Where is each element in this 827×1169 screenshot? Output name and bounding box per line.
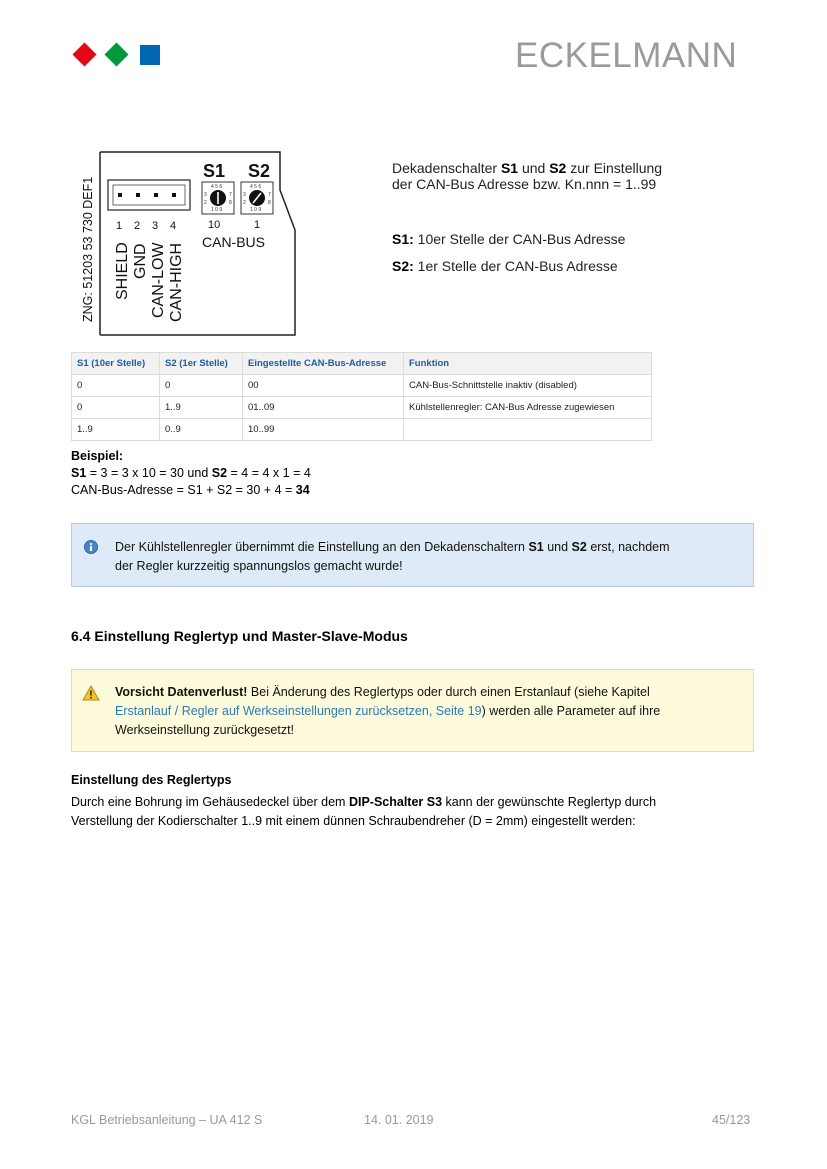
footer-date: 14. 01. 2019 [364, 1113, 434, 1127]
terminal-label: SHIELD [114, 242, 131, 300]
warning-text: Vorsicht Datenverlust! Bei Änderung des Reglertyps oder durch einen Erstanlauf (siehe Kapitel Erstanlauf / Regler auf Werkseinstellungen zurücksetzen, Seite 19) werden alle Parameter auf ihre Werkseinstellung zurückgesetzt! [115, 685, 661, 737]
connector-pin [154, 193, 158, 197]
info-text: Der Kühlstellenregler übernimmt die Einstellung an den Dekadenschaltern S1 und S2 erst, nachdem der Regler kurzzeitig spannungslos gemacht wurde! [115, 540, 670, 573]
table-cell: 0 [72, 375, 160, 397]
s1-description: S1: 10er Stelle der CAN-Bus Adresse [392, 231, 626, 247]
table-cell: 10..99 [243, 419, 404, 441]
svg-text:1 0 9: 1 0 9 [250, 207, 262, 213]
drawing-number: ZNG: 51203 53 730 DEF1 [81, 176, 95, 322]
brand-name: ECKELMANN [515, 36, 738, 75]
description-line-2: der CAN-Bus Adresse bzw. Kn.nnn = 1..99 [392, 176, 657, 192]
pin-number: 4 [170, 220, 177, 232]
table-header-cell: Eingestellte CAN-Bus-Adresse [243, 353, 404, 375]
subsection-paragraph: Durch eine Bohrung im Gehäusedeckel über dem DIP-Schalter S3 kann der gewünschte Reglertyp durch Verstellung der Kodierschalter 1..9 mit einem dünnen Schraubendreher (D = 2mm) eingestellt werden: [71, 795, 657, 828]
pin-number: 1 [116, 220, 123, 232]
svg-text:1 0 9: 1 0 9 [211, 207, 223, 213]
table-header-cell: S1 (10er Stelle) [72, 353, 160, 375]
table-header-cell: S2 (1er Stelle) [160, 353, 243, 375]
section-heading: 6.4 Einstellung Reglertyp und Master-Slave-Modus [71, 628, 408, 644]
connector-pin [136, 193, 140, 197]
svg-text:3: 3 [204, 192, 207, 198]
example-line-2: CAN-Bus-Adresse = S1 + S2 = 30 + 4 = 34 [71, 483, 310, 497]
svg-text:8: 8 [229, 200, 232, 206]
terminal-label: GND [132, 243, 149, 279]
pin-number: 3 [152, 220, 159, 232]
decade-switch-s2 [241, 182, 273, 214]
table-cell: 1..9 [160, 397, 243, 419]
subsection-heading: Einstellung des Reglertyps [71, 773, 232, 787]
table-row [72, 397, 652, 419]
table-cell: Kühlstellenregler: CAN-Bus Adresse zugewiesen [404, 397, 652, 419]
pin-number: 2 [134, 220, 141, 232]
terminal-label: CAN-LOW [150, 242, 167, 318]
table-cell: 0..9 [160, 419, 243, 441]
footer-page-number: 45/123 [712, 1113, 751, 1127]
warning-icon [82, 685, 100, 701]
svg-text:4 5 6: 4 5 6 [211, 184, 223, 190]
can-bus-diagram [78, 150, 313, 350]
info-box [71, 523, 754, 587]
footer-document-title: KGL Betriebsanleitung – UA 412 S [71, 1113, 263, 1127]
s2-description: S2: 1er Stelle der CAN-Bus Adresse [392, 258, 618, 274]
connector-pin [172, 193, 176, 197]
logo-red-square [72, 42, 96, 66]
terminal-label: CAN-HIGH [168, 242, 185, 322]
connector-pin [118, 193, 122, 197]
switch1-label: S1 [203, 161, 226, 181]
table-cell: 0 [160, 375, 243, 397]
table-cell: 1..9 [72, 419, 160, 441]
can-bus-label: CAN-BUS [202, 234, 266, 250]
table-row [72, 375, 652, 397]
svg-text:2: 2 [204, 200, 207, 206]
logo-green-square [104, 42, 128, 66]
description-line-1: Dekadenschalter S1 und S2 zur Einstellung [392, 160, 663, 176]
table-cell: CAN-Bus-Schnittstelle inaktiv (disabled) [404, 375, 652, 397]
switch1-value: 10 [208, 219, 221, 231]
svg-text:3: 3 [243, 192, 246, 198]
example-line-1: S1 = 3 = 3 x 10 = 30 und S2 = 4 = 4 x 1 = 4 [71, 466, 311, 480]
logo-blue-square [140, 45, 160, 65]
chapter-link[interactable]: Erstanlauf / Regler auf Werkseinstellungen zurücksetzen, Seite 19 [115, 704, 482, 718]
table-cell [404, 419, 652, 441]
table-cell: 01..09 [243, 397, 404, 419]
switch2-label: S2 [248, 161, 271, 181]
can-address-table [71, 352, 652, 441]
table-header-cell: Funktion [404, 353, 652, 375]
table-cell: 00 [243, 375, 404, 397]
table-row [72, 419, 652, 441]
warning-box [71, 669, 754, 752]
decade-switch-s1 [202, 182, 234, 214]
svg-text:7: 7 [229, 192, 232, 198]
svg-text:8: 8 [268, 200, 271, 206]
svg-text:2: 2 [243, 200, 246, 206]
svg-text:7: 7 [268, 192, 271, 198]
table-cell: 0 [72, 397, 160, 419]
table-header-row [72, 353, 652, 375]
svg-text:4 5 6: 4 5 6 [250, 184, 262, 190]
info-icon [84, 540, 98, 554]
example-title: Beispiel: [71, 449, 124, 463]
switch2-value: 1 [254, 219, 261, 231]
